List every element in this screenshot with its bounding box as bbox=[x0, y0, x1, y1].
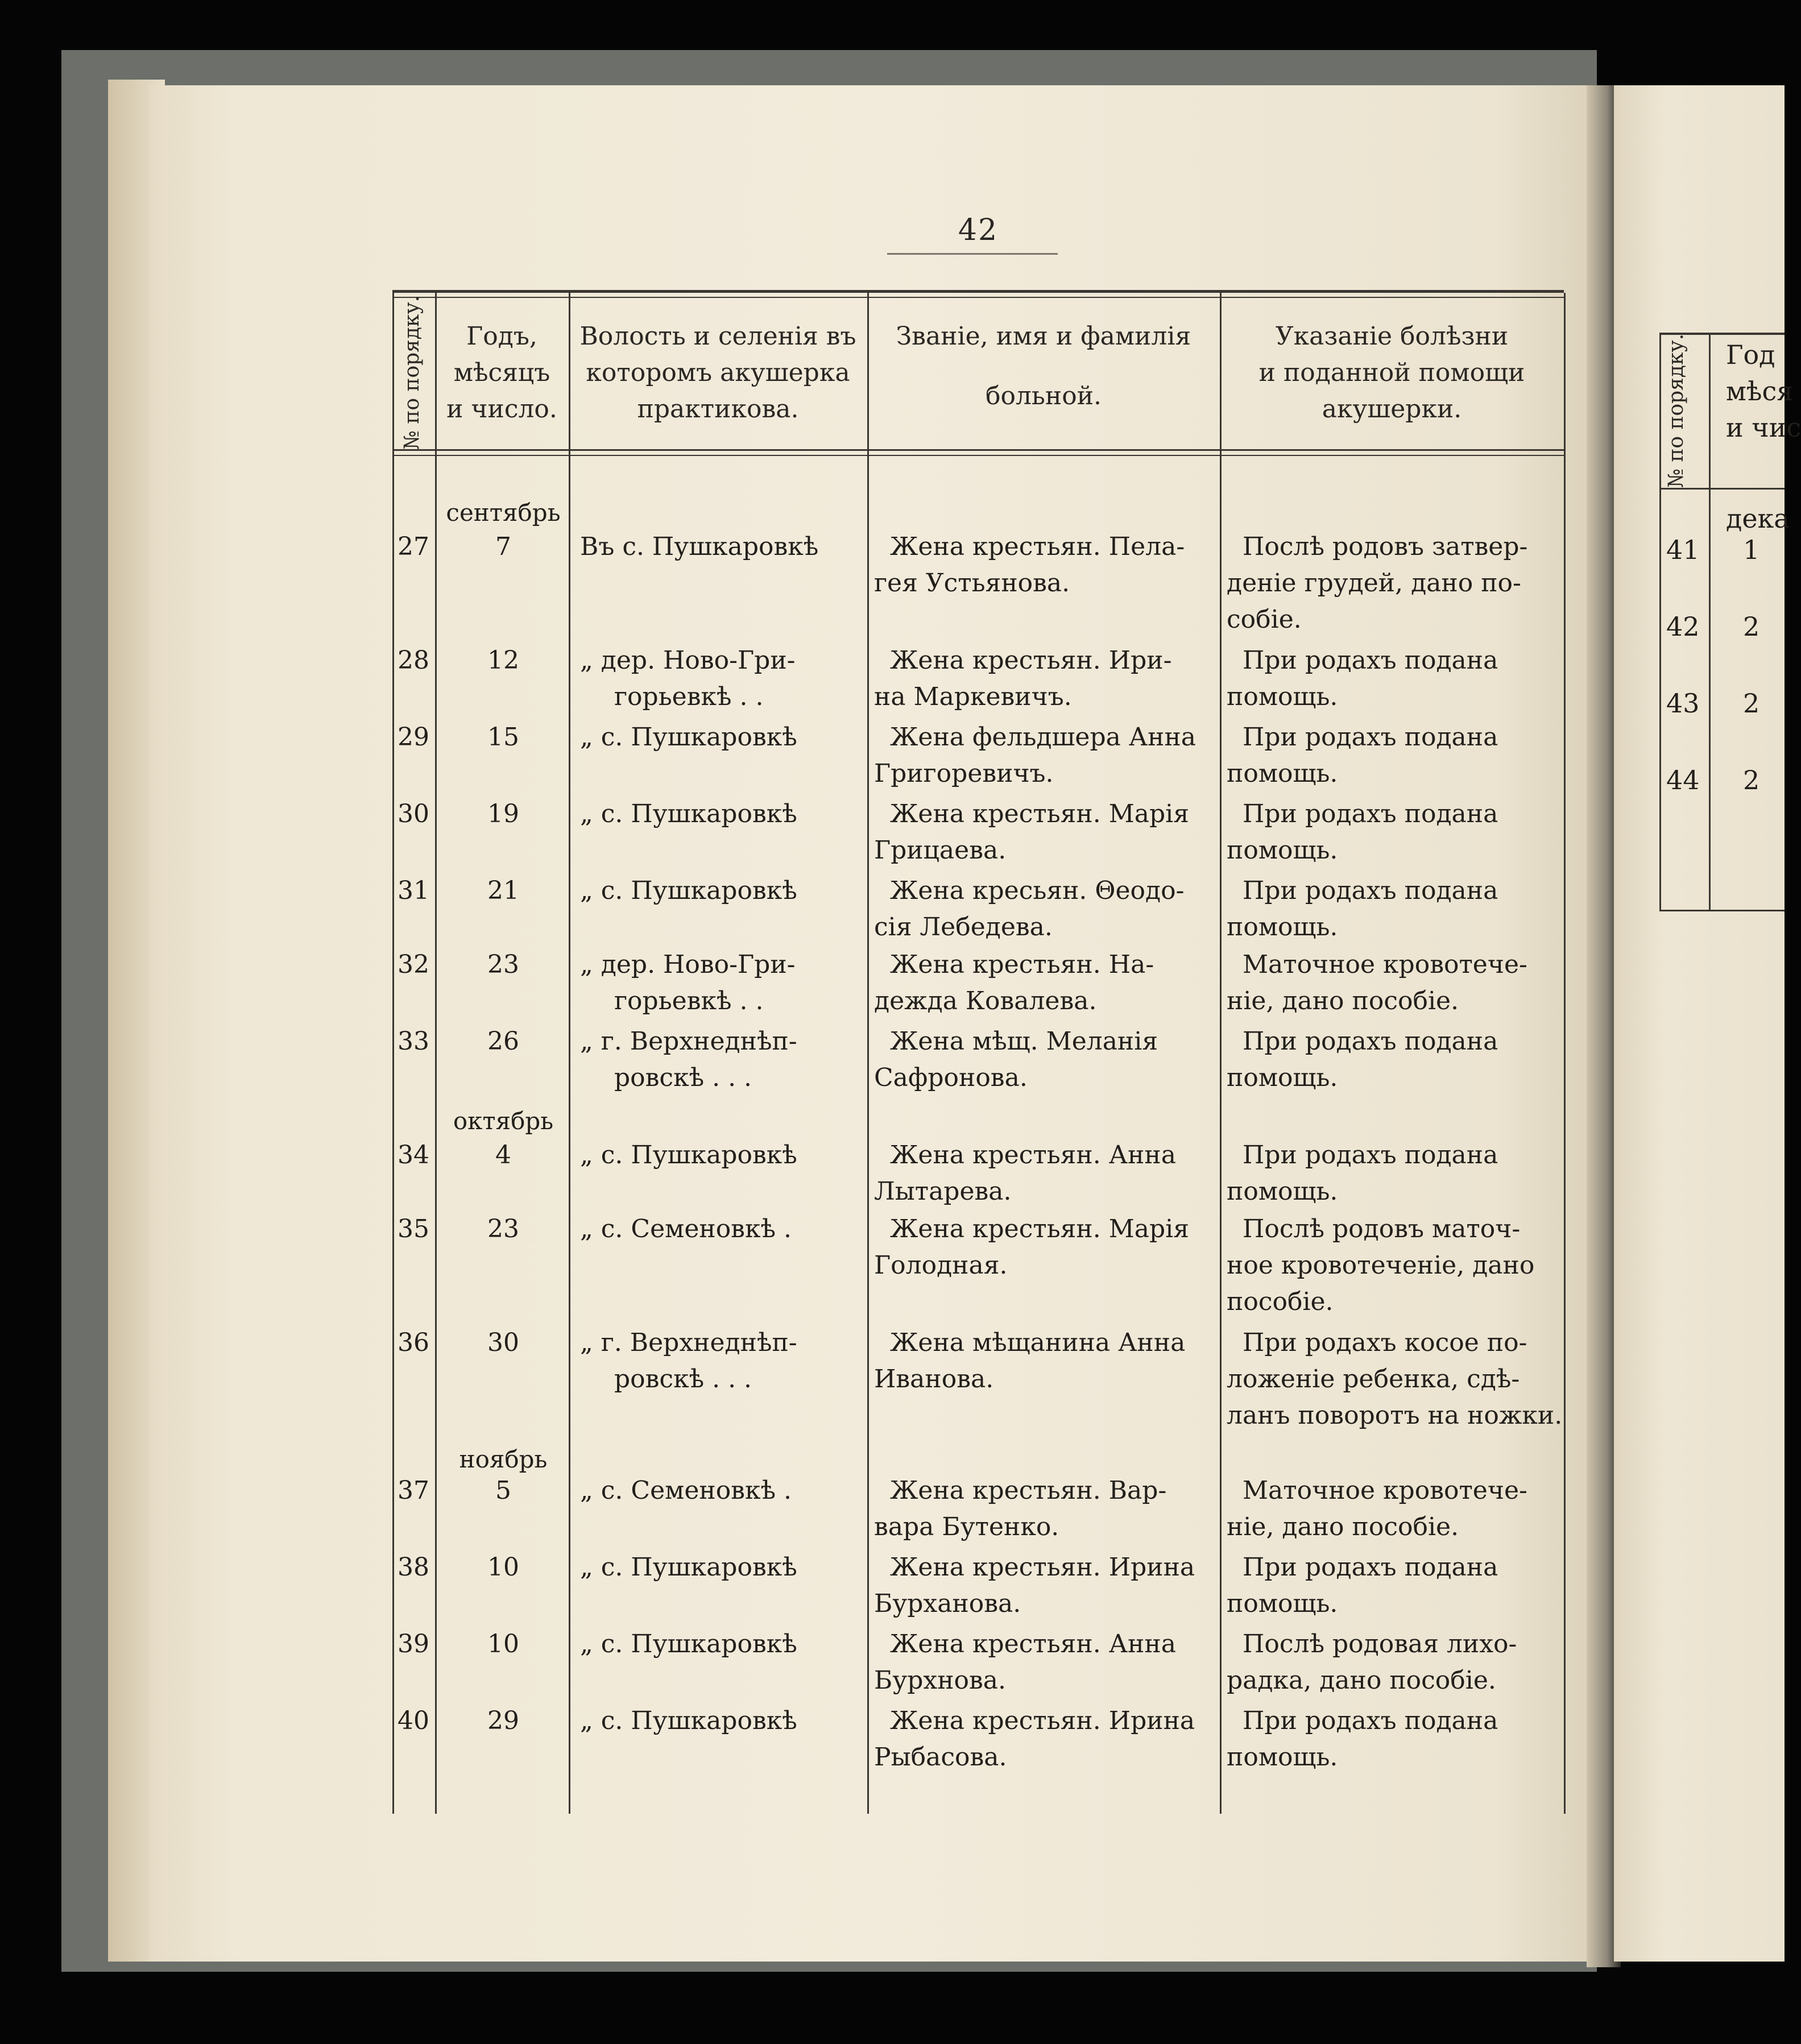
row-person: Иванова. bbox=[874, 1365, 994, 1394]
row-place: „ дер. Ново-Гри- bbox=[580, 646, 796, 675]
row-place: Въ с. Пушкаровкѣ bbox=[580, 532, 819, 561]
row-number: 28 bbox=[398, 646, 429, 675]
column-rule bbox=[867, 293, 869, 1814]
row-day: 23 bbox=[487, 950, 519, 979]
row-diagnosis: собіе. bbox=[1227, 605, 1302, 634]
header-bottom-rule-thin bbox=[392, 455, 1564, 456]
row-place: „ с. Пушкаровкѣ bbox=[580, 1553, 797, 1582]
right-header-date-line: и чис bbox=[1726, 412, 1801, 443]
row-person: Голодная. bbox=[874, 1251, 1008, 1280]
row-diagnosis: помощь. bbox=[1227, 682, 1338, 711]
header-number bbox=[398, 296, 427, 449]
column-rule bbox=[569, 293, 570, 1814]
row-person: Бурханова. bbox=[874, 1589, 1021, 1618]
row-place: „ с. Семеновкѣ . bbox=[580, 1214, 792, 1243]
right-row-day: 2 bbox=[1743, 611, 1760, 642]
row-number: 40 bbox=[398, 1706, 429, 1735]
row-person: дежда Ковалева. bbox=[874, 986, 1097, 1015]
row-diagnosis: Послѣ родовъ маточ- bbox=[1243, 1214, 1521, 1243]
right-row-number: 42 bbox=[1666, 611, 1700, 642]
page-number-rule bbox=[887, 253, 1058, 255]
row-day: 10 bbox=[487, 1630, 519, 1659]
row-place: „ с. Пушкаровкѣ bbox=[580, 1706, 797, 1735]
row-day: 19 bbox=[487, 799, 519, 828]
row-person: Грицаева. bbox=[874, 836, 1007, 865]
row-person: Лытарева. bbox=[874, 1177, 1012, 1206]
row-diagnosis: Послѣ родовая лихо- bbox=[1243, 1630, 1517, 1659]
row-person: Жена крестьян. Ирина bbox=[890, 1706, 1195, 1735]
row-diagnosis: помощь. bbox=[1227, 836, 1338, 865]
row-person: Рыбасова. bbox=[874, 1743, 1007, 1772]
row-number: 37 bbox=[398, 1476, 429, 1505]
row-diagnosis: деніе грудей, дано по- bbox=[1227, 569, 1521, 598]
header-place-line: практикова. bbox=[637, 395, 799, 424]
right-row-number: 44 bbox=[1666, 765, 1700, 795]
row-person: Григоревичъ. bbox=[874, 759, 1054, 788]
right-row-number: 41 bbox=[1666, 534, 1700, 565]
header-bottom-rule bbox=[392, 449, 1564, 451]
row-person: Жена кресьян. Θеодо- bbox=[890, 876, 1185, 905]
right-row-day: 2 bbox=[1743, 688, 1760, 719]
right-column-rule bbox=[1659, 333, 1661, 910]
row-place: „ с. Пушкаровкѣ bbox=[580, 1630, 797, 1659]
column-rule bbox=[435, 293, 437, 1814]
header-number-label: № по порядку. bbox=[400, 295, 424, 450]
row-place: ровскѣ . . . bbox=[614, 1063, 752, 1092]
row-person: Бурхнова. bbox=[874, 1666, 1007, 1695]
header-diagnosis bbox=[1223, 318, 1561, 428]
right-header-number bbox=[1662, 335, 1691, 486]
row-diagnosis: помощь. bbox=[1227, 1177, 1338, 1206]
right-header-date-line: мѣся bbox=[1726, 376, 1794, 407]
right-month-label: дека bbox=[1726, 503, 1790, 534]
row-diagnosis: ложеніе ребенка, сдѣ- bbox=[1227, 1365, 1520, 1394]
row-diagnosis: помощь. bbox=[1227, 1743, 1338, 1772]
row-diagnosis: При родахъ подана bbox=[1243, 1553, 1498, 1582]
right-row-day: 2 bbox=[1743, 765, 1760, 795]
column-rule bbox=[1564, 293, 1566, 1814]
row-day: 15 bbox=[487, 723, 519, 752]
header-date bbox=[438, 318, 566, 428]
row-person: Жена крестьян. Ирина bbox=[890, 1553, 1195, 1582]
header-diagnosis-line: акушерки. bbox=[1322, 395, 1462, 424]
row-person: Жена крестьян. Анна bbox=[890, 1141, 1176, 1170]
row-diagnosis: При родахъ косое по- bbox=[1243, 1328, 1527, 1357]
header-date-line: и число. bbox=[446, 395, 557, 424]
row-day: 26 bbox=[487, 1027, 519, 1056]
row-number: 38 bbox=[398, 1553, 429, 1582]
header-date-line: Годъ, bbox=[466, 322, 537, 351]
header-place-line: которомъ акушерка bbox=[586, 358, 850, 387]
header-diagnosis-line: Указаніе болѣзни bbox=[1275, 322, 1509, 351]
row-diagnosis: При родахъ подана bbox=[1243, 1027, 1498, 1056]
row-diagnosis: Послѣ родовъ затвер- bbox=[1243, 532, 1528, 561]
row-day: 29 bbox=[487, 1706, 519, 1735]
row-day: 4 bbox=[495, 1141, 511, 1170]
row-diagnosis: помощь. bbox=[1227, 1589, 1338, 1618]
row-diagnosis: помощь. bbox=[1227, 913, 1338, 942]
row-place: ровскѣ . . . bbox=[614, 1365, 752, 1394]
table-top-rule-thin bbox=[392, 297, 1564, 298]
table-top-rule bbox=[392, 290, 1564, 293]
row-person: сія Лебедева. bbox=[874, 913, 1053, 942]
header-person-line: больной. bbox=[985, 382, 1102, 411]
row-day: 23 bbox=[487, 1214, 519, 1243]
row-number: 39 bbox=[398, 1630, 429, 1659]
header-person-line: Званіе, имя и фамилія bbox=[896, 322, 1191, 351]
row-place: „ с. Пушкаровкѣ bbox=[580, 876, 797, 905]
header-date-line: мѣсяцъ bbox=[453, 358, 550, 387]
right-header-date-line: Год bbox=[1726, 339, 1775, 370]
row-person: Жена мѣщ. Меланія bbox=[890, 1027, 1158, 1056]
row-person: Жена крестьян. Марія bbox=[890, 1214, 1190, 1243]
row-diagnosis: ное кровотеченіе, дано bbox=[1227, 1251, 1535, 1280]
page-number: 42 bbox=[958, 213, 999, 247]
row-place: „ с. Пушкаровкѣ bbox=[580, 799, 797, 828]
row-diagnosis: ніе, дано пособіе. bbox=[1227, 986, 1459, 1015]
month-label: ноябрь bbox=[459, 1445, 548, 1473]
month-label: сентябрь bbox=[446, 499, 561, 526]
row-person: Жена крестьян. На- bbox=[890, 950, 1154, 979]
row-diagnosis: ніе, дано пособіе. bbox=[1227, 1512, 1459, 1541]
row-number: 29 bbox=[398, 723, 429, 752]
row-diagnosis: При родахъ подана bbox=[1243, 799, 1498, 828]
header-place bbox=[572, 318, 864, 428]
row-place: „ г. Верхнеднѣп- bbox=[580, 1027, 797, 1056]
row-person: Жена крестьян. Анна bbox=[890, 1630, 1176, 1659]
row-person: Сафронова. bbox=[874, 1063, 1028, 1092]
month-label: октябрь bbox=[453, 1107, 554, 1135]
row-diagnosis: Маточное кровотече- bbox=[1243, 950, 1527, 979]
row-day: 7 bbox=[495, 532, 511, 561]
row-diagnosis: пособіе. bbox=[1227, 1287, 1334, 1316]
column-rule bbox=[1220, 293, 1222, 1814]
right-row-day: 1 bbox=[1743, 534, 1760, 565]
row-day: 12 bbox=[487, 646, 519, 675]
right-row-number: 43 bbox=[1666, 688, 1700, 719]
right-header-rule bbox=[1659, 488, 1785, 490]
row-place: „ с. Пушкаровкѣ bbox=[580, 723, 797, 752]
row-number: 30 bbox=[398, 799, 429, 828]
row-person: Жена крестьян. Марія bbox=[890, 799, 1190, 828]
row-day: 10 bbox=[487, 1553, 519, 1582]
row-day: 5 bbox=[495, 1476, 511, 1505]
row-diagnosis: При родахъ подана bbox=[1243, 1141, 1498, 1170]
row-diagnosis: ланъ поворотъ на ножки. bbox=[1227, 1401, 1563, 1430]
row-place: „ с. Пушкаровкѣ bbox=[580, 1141, 797, 1170]
row-person: Жена крестьян. Ири- bbox=[890, 646, 1172, 675]
row-diagnosis: Маточное кровотече- bbox=[1243, 1476, 1527, 1505]
row-person: на Маркевичъ. bbox=[874, 682, 1072, 711]
row-diagnosis: При родахъ подана bbox=[1243, 876, 1498, 905]
row-person: Жена крестьян. Пела- bbox=[890, 532, 1185, 561]
row-person: Жена крестьян. Вар- bbox=[890, 1476, 1167, 1505]
row-number: 33 bbox=[398, 1027, 429, 1056]
header-place-line: Волость и селенія въ bbox=[579, 322, 856, 351]
right-column-rule bbox=[1709, 333, 1711, 910]
row-place: горьевкѣ . . bbox=[614, 682, 764, 711]
row-number: 31 bbox=[398, 876, 429, 905]
row-number: 27 bbox=[398, 532, 429, 561]
row-day: 21 bbox=[487, 876, 519, 905]
row-number: 35 bbox=[398, 1214, 429, 1243]
row-diagnosis: При родахъ подана bbox=[1243, 723, 1498, 752]
row-diagnosis: помощь. bbox=[1227, 1063, 1338, 1092]
row-place: горьевкѣ . . bbox=[614, 986, 764, 1015]
right-bottom-rule bbox=[1659, 910, 1785, 911]
row-person: гея Устьянова. bbox=[874, 569, 1070, 598]
row-person: Жена мѣщанина Анна bbox=[890, 1328, 1186, 1357]
header-person bbox=[870, 318, 1217, 355]
right-header-number-label: № по порядку. bbox=[1665, 333, 1688, 488]
row-day: 30 bbox=[487, 1328, 519, 1357]
row-diagnosis: радка, дано пособіе. bbox=[1227, 1666, 1496, 1695]
row-place: „ г. Верхнеднѣп- bbox=[580, 1328, 797, 1357]
row-diagnosis: При родахъ подана bbox=[1243, 646, 1498, 675]
row-diagnosis: помощь. bbox=[1227, 759, 1338, 788]
row-diagnosis: При родахъ подана bbox=[1243, 1706, 1498, 1735]
row-number: 36 bbox=[398, 1328, 429, 1357]
row-person: вара Бутенко. bbox=[874, 1512, 1059, 1541]
row-person: Жена фельдшера Анна bbox=[890, 723, 1196, 752]
row-number: 32 bbox=[398, 950, 429, 979]
header-diagnosis-line: и поданной помощи bbox=[1258, 358, 1525, 387]
row-number: 34 bbox=[398, 1141, 429, 1170]
row-place: „ дер. Ново-Гри- bbox=[580, 950, 796, 979]
row-place: „ с. Семеновкѣ . bbox=[580, 1476, 792, 1505]
